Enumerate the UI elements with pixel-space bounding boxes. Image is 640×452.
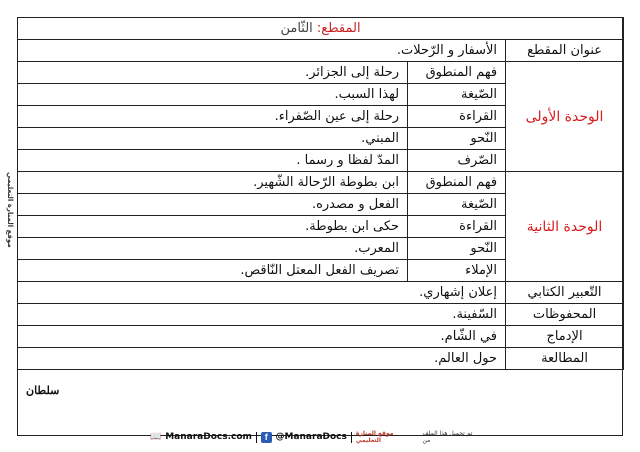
activity-cell: فهم المنطوق — [408, 62, 506, 84]
lesson-plan-table — [17, 17, 624, 370]
content-cell: رحلة إلى عين الصّفراء. — [18, 106, 408, 128]
extra-value: السّفينة. — [18, 304, 506, 326]
extra-label: المحفوظات — [506, 304, 624, 326]
activity-cell: الصّيغة — [408, 84, 506, 106]
title-row — [18, 40, 624, 62]
signature: سلطان — [26, 384, 60, 397]
content-cell: المدّ لفظا و رسما . — [18, 150, 408, 172]
extra-label: المطالعة — [506, 348, 624, 370]
content-cell: حكى ابن بطوطة. — [18, 216, 408, 238]
extra-label: الإدماج — [506, 326, 624, 348]
section-value: الثّامن — [280, 20, 313, 36]
activity-cell: القراءة — [408, 106, 506, 128]
footer-promo-site: موقع المنارة التعليمي — [355, 430, 394, 444]
footer-handle-link[interactable]: @ManaraDocs — [275, 432, 347, 442]
unit-one-label: الوحدة الأولى — [506, 62, 624, 172]
content-cell: تصريف الفعل المعتل النّاقص. — [18, 260, 408, 282]
activity-cell: فهم المنطوق — [408, 172, 506, 194]
activity-cell: الإملاء — [408, 260, 506, 282]
table-row — [18, 304, 624, 326]
content-cell: لهذا السبب. — [18, 84, 408, 106]
content-cell: الفعل و مصدره. — [18, 194, 408, 216]
footer-site-link[interactable]: ManaraDocs.com — [165, 432, 252, 442]
content-cell: رحلة إلى الجزائر. — [18, 62, 408, 84]
activity-cell: النّحو — [408, 128, 506, 150]
footer-divider — [256, 432, 257, 443]
extra-value: إعلان إشهاري. — [18, 282, 506, 304]
activity-cell: القراءة — [408, 216, 506, 238]
table-row — [18, 172, 624, 194]
footer-divider — [351, 432, 352, 443]
activity-cell: النّحو — [408, 238, 506, 260]
footer — [150, 430, 480, 444]
activity-cell: الصّيغة — [408, 194, 506, 216]
unit-two-label: الوحدة الثانية — [506, 172, 624, 282]
title-value: الأسفار و الرّحلات. — [18, 40, 506, 62]
table-row — [18, 348, 624, 370]
content-cell: ابن بطوطة الرّحالة الشّهير. — [18, 172, 408, 194]
title-label: عنوان المقطع — [506, 40, 624, 62]
content-cell: المبني. — [18, 128, 408, 150]
section-label: المقطع: — [316, 20, 361, 36]
extra-label: التّعبير الكتابي — [506, 282, 624, 304]
activity-cell: الصّرف — [408, 150, 506, 172]
section-row — [18, 18, 624, 40]
extra-value: حول العالم. — [18, 348, 506, 370]
table-row — [18, 326, 624, 348]
content-cell: المعرب. — [18, 238, 408, 260]
table-row — [18, 62, 624, 84]
facebook-icon[interactable]: f — [261, 432, 272, 443]
extra-value: في الشّام. — [18, 326, 506, 348]
book-icon: 📖 — [150, 432, 162, 442]
footer-promo-text: تم تحميل هذا الملف من — [422, 430, 473, 444]
table-row — [18, 282, 624, 304]
side-watermark-text: موقع المنارة التعليمي — [6, 172, 14, 248]
section-title — [18, 18, 624, 40]
